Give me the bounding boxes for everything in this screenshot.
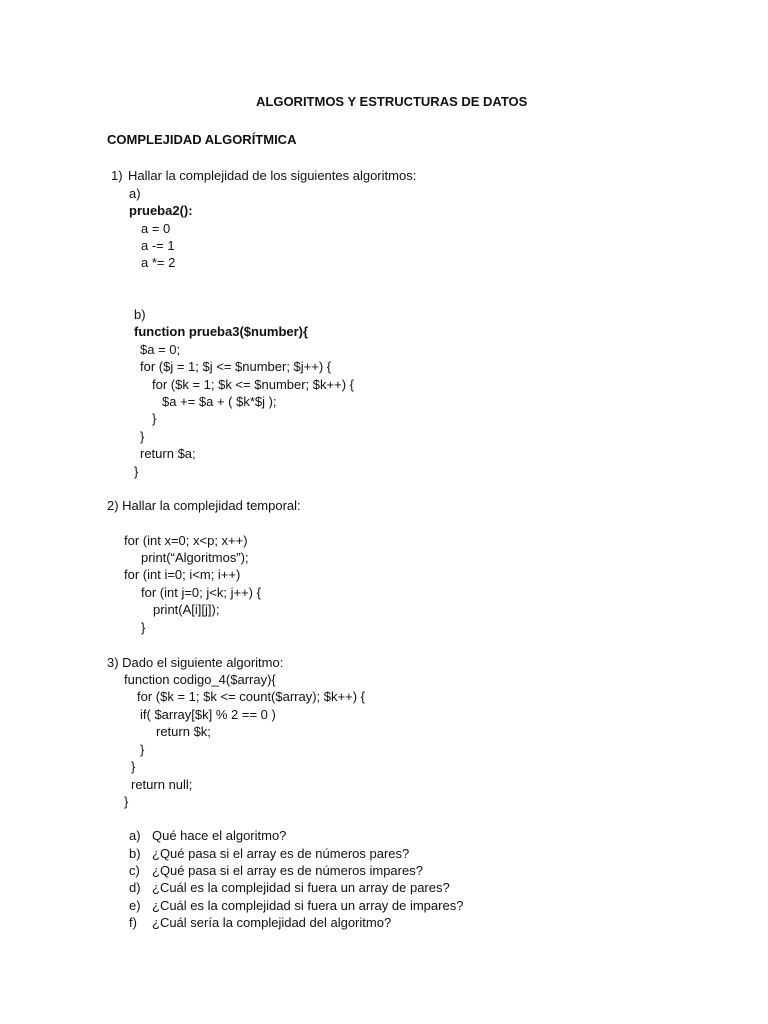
q1-number: 1) [111,168,123,183]
q1-b-code-line: } [140,429,145,444]
q3-question-text: ¿Qué pasa si el array es de números pares? [152,846,410,861]
q3-question-text: ¿Cuál sería la complejidad del algoritmo? [152,915,392,930]
q1-b-code-line: } [152,411,157,426]
q2-code-line: print(A[i][j]); [153,602,220,617]
q2-text: 2) Hallar la complejidad temporal: [107,498,301,513]
q1-b-code-line: function prueba3($number){ [134,324,309,339]
q1-text: Hallar la complejidad de los siguientes algoritmos: [128,168,417,183]
q1-a-code-line: a = 0 [141,221,171,236]
q3-code-line: for ($k = 1; $k <= count($array); $k++) { [137,689,365,704]
q2-code-line: for (int j=0; j<k; j++) { [141,585,261,600]
q3-question-text: ¿Cuál es la complejidad si fuera un array de pares? [152,880,450,895]
q3-question-label: c) [129,863,140,878]
q3-question-label: b) [129,846,141,861]
q3-code-line: return $k; [156,724,211,739]
q1-b-code-line: $a += $a + ( $k*$j ); [162,394,277,409]
section-heading: COMPLEJIDAD ALGORÍTMICA [107,132,297,147]
q3-question-label: e) [129,898,141,913]
q2-code-line: print(“Algoritmos”); [141,550,249,565]
q1-b-code-line: } [134,464,139,479]
q3-text: 3) Dado el siguiente algoritmo: [107,655,284,670]
q1-a-code-line: prueba2(): [129,203,193,218]
q3-code-line: } [140,742,145,757]
q2-code-line: for (int x=0; x<p; x++) [124,533,248,548]
q3-code-line: if( $array[$k] % 2 == 0 ) [140,707,276,722]
q1-b-label: b) [134,307,146,322]
q3-code-line: function codigo_4($array){ [124,672,276,687]
q3-question-text: Qué hace el algoritmo? [152,828,287,843]
q1-a-code-line: a *= 2 [141,255,176,270]
q2-code-line: for (int i=0; i<m; i++) [124,567,241,582]
q3-question-label: d) [129,880,141,895]
q3-code-line: } [131,759,136,774]
q1-b-code-line: $a = 0; [140,342,181,357]
q3-code-line: } [124,794,129,809]
q2-code-line: } [141,620,146,635]
q1-a-code-line: a -= 1 [141,238,175,253]
q3-code-line: return null; [131,777,193,792]
document-title: ALGORITMOS Y ESTRUCTURAS DE DATOS [256,94,528,109]
q3-question-label: a) [129,828,141,843]
q3-question-text: ¿Qué pasa si el array es de números impares? [152,863,423,878]
q3-question-label: f) [129,915,137,930]
q1-a-label: a) [129,186,141,201]
q1-b-code-line: for ($k = 1; $k <= $number; $k++) { [152,377,354,392]
q3-question-text: ¿Cuál es la complejidad si fuera un array de impares? [152,898,464,913]
q1-b-code-line: for ($j = 1; $j <= $number; $j++) { [140,359,332,374]
q1-b-code-line: return $a; [140,446,196,461]
